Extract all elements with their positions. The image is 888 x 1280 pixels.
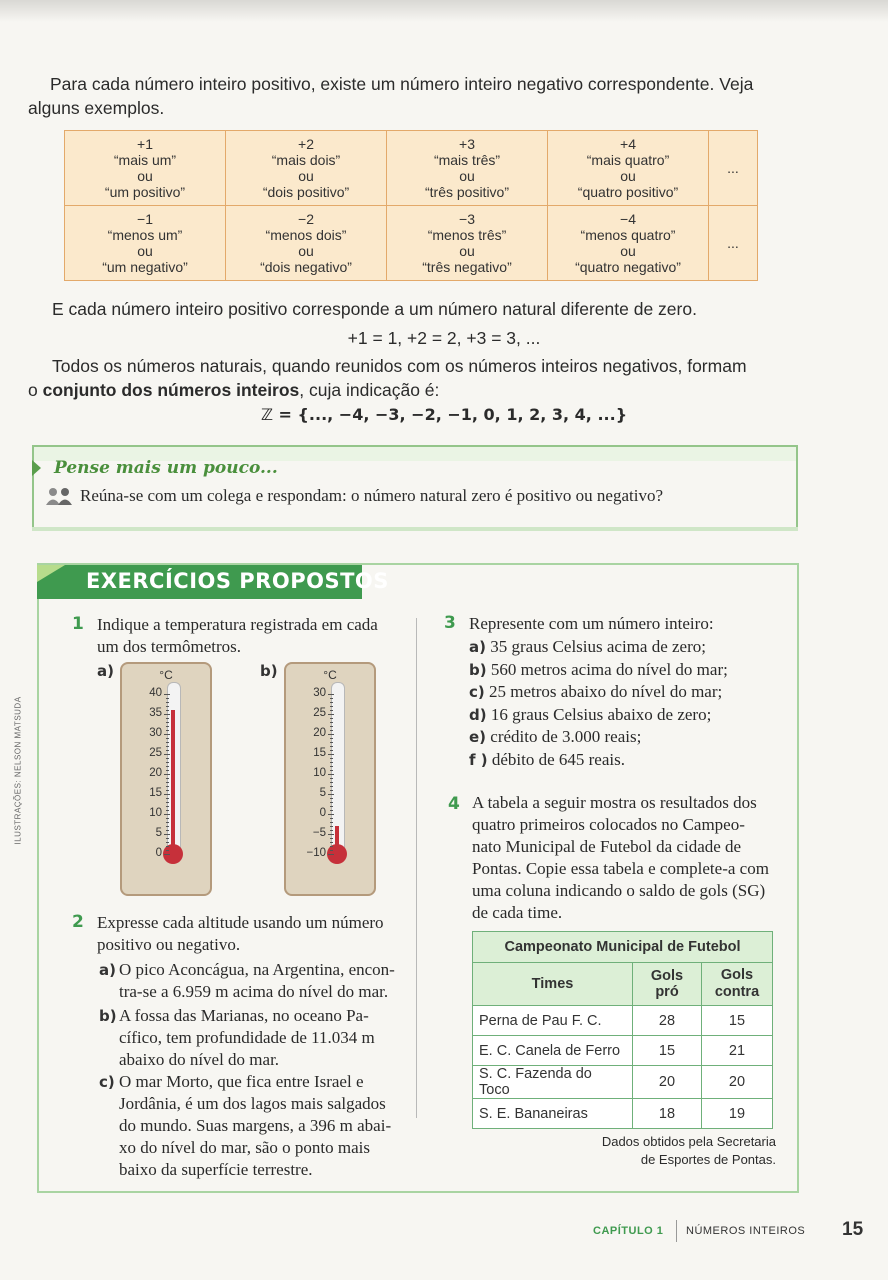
integer-table <box>64 130 758 281</box>
footer-chapter: CAPÍTULO 1 <box>593 1225 664 1237</box>
scale-major-tick <box>328 714 334 715</box>
table-row: S. C. Fazenda do Toco 20 20 <box>473 1066 773 1099</box>
scale-minor-tick <box>166 766 169 767</box>
scale-minor-tick <box>166 710 169 711</box>
scale-minor-tick <box>166 806 169 807</box>
scale-minor-tick <box>330 838 333 839</box>
cell-plus-4: +4 “mais quatro” ou “quatro positivo” <box>548 131 709 206</box>
scale-minor-tick <box>330 818 333 819</box>
scale-minor-tick <box>330 722 333 723</box>
header-gols-pro: Gols pró <box>633 963 702 1006</box>
scale-minor-tick <box>330 750 333 751</box>
scale-major-tick <box>328 814 334 815</box>
paragraph-3-line-2: o conjunto dos números inteiros, cuja indicação é: <box>28 380 440 400</box>
scale-minor-tick <box>166 698 169 699</box>
scale-major-tick <box>164 794 170 795</box>
cell-minus-3: −3 “menos três” ou “três negativo” <box>387 206 548 281</box>
scale-minor-tick <box>166 762 169 763</box>
scale-label: 0 <box>319 807 326 819</box>
scale-minor-tick <box>166 750 169 751</box>
q1-b-label: b) <box>260 662 278 680</box>
scale-major-tick <box>328 834 334 835</box>
footer-separator <box>676 1220 677 1242</box>
scale-minor-tick <box>166 826 169 827</box>
scale-minor-tick <box>166 786 169 787</box>
cell-plus-1: +1 “mais um” ou “um positivo” <box>65 131 226 206</box>
thermometer-b <box>284 662 376 896</box>
scale-minor-tick <box>166 838 169 839</box>
scale-minor-tick <box>166 738 169 739</box>
scale-minor-tick <box>166 706 169 707</box>
scale-minor-tick <box>330 810 333 811</box>
scale-minor-tick <box>330 798 333 799</box>
scale-major-tick <box>164 814 170 815</box>
cell-plus-3: +3 “mais três” ou “três positivo” <box>387 131 548 206</box>
scale-label: 30 <box>149 727 162 739</box>
scale-minor-tick <box>330 702 333 703</box>
scale-minor-tick <box>166 758 169 759</box>
scale-major-tick <box>164 734 170 735</box>
scale-minor-tick <box>330 730 333 731</box>
scale-label: 25 <box>313 707 326 719</box>
scale-minor-tick <box>330 850 333 851</box>
q3-item-a: a) 35 graus Celsius acima de zero; <box>469 637 706 656</box>
scale-major-tick <box>164 754 170 755</box>
header-times: Times <box>473 963 633 1006</box>
scale-label: 0 <box>155 847 162 859</box>
cell-minus-4: −4 “menos quatro” ou “quatro negativo” <box>548 206 709 281</box>
scale-minor-tick <box>330 790 333 791</box>
scale-minor-tick <box>330 786 333 787</box>
positive-row <box>65 131 758 206</box>
q2-b-label: b) <box>99 1007 117 1025</box>
q3-item-c: c) 25 metros abaixo do nível do mar; <box>469 682 723 702</box>
q2-text-2: positivo ou negativo. <box>97 935 241 954</box>
scale-minor-tick <box>166 830 169 831</box>
scale-major-tick <box>328 774 334 775</box>
scale-label: 40 <box>149 687 162 699</box>
q3-item-e: e) crédito de 3.000 reais; <box>469 727 642 747</box>
scale-minor-tick <box>166 722 169 723</box>
table-row: Perna de Pau F. C. 28 15 <box>473 1006 773 1036</box>
scale-minor-tick <box>166 726 169 727</box>
scale-minor-tick <box>166 822 169 823</box>
scale-minor-tick <box>330 822 333 823</box>
scale-minor-tick <box>166 782 169 783</box>
cell-minus-1: −1 “menos um” ou “um negativo” <box>65 206 226 281</box>
scale-minor-tick <box>330 778 333 779</box>
scale-label: 20 <box>313 727 326 739</box>
scale-minor-tick <box>166 746 169 747</box>
paragraph-2: E cada número inteiro positivo corresponde a um número natural diferente de zero. <box>52 299 697 319</box>
exercises-title: EXERCÍCIOS PROPOSTOS <box>86 569 389 593</box>
scale-minor-tick <box>330 746 333 747</box>
q2-text-1: Expresse cada altitude usando um número <box>97 913 384 932</box>
scale-minor-tick <box>330 826 333 827</box>
football-table <box>472 931 773 1129</box>
scale-label: 10 <box>149 807 162 819</box>
pense-title: Pense mais um pouco... <box>54 458 278 478</box>
scale-minor-tick <box>330 698 333 699</box>
scale-minor-tick <box>166 730 169 731</box>
q1-text-2: um dos termômetros. <box>97 637 242 656</box>
scale-minor-tick <box>166 818 169 819</box>
scale-major-tick <box>328 734 334 735</box>
scale-minor-tick <box>330 782 333 783</box>
cell-ellipsis-negative: ... <box>709 206 758 281</box>
cell-ellipsis-positive: ... <box>709 131 758 206</box>
scale-label: 25 <box>149 747 162 759</box>
scale-label: 10 <box>313 767 326 779</box>
scale-major-tick <box>328 754 334 755</box>
q1-a-label: a) <box>97 662 114 680</box>
scale-minor-tick <box>330 846 333 847</box>
scale-major-tick <box>328 854 334 855</box>
thermometer-a <box>120 662 212 896</box>
footer-title: NÚMEROS INTEIROS <box>686 1225 806 1237</box>
scale-minor-tick <box>330 802 333 803</box>
column-divider <box>416 618 417 1118</box>
scale-minor-tick <box>166 702 169 703</box>
scale-major-tick <box>164 694 170 695</box>
scale-minor-tick <box>330 758 333 759</box>
scale-label: 5 <box>319 787 326 799</box>
page-shadow <box>0 0 888 22</box>
scale-minor-tick <box>166 850 169 851</box>
scale-minor-tick <box>166 842 169 843</box>
table-title: Campeonato Municipal de Futebol <box>473 932 773 963</box>
q2-b-text: A fossa das Marianas, no oceano Pa- cífico, tem profundidade de 11.034 m abaixo do nível do mar. <box>119 1006 375 1069</box>
illustration-credit: ILUSTRAÇÕES: NELSON MATSUDA <box>13 696 23 845</box>
scale-minor-tick <box>166 790 169 791</box>
q3-items <box>469 636 728 772</box>
q1-text-1: Indique a temperatura registrada em cada <box>97 615 378 634</box>
scale-minor-tick <box>330 706 333 707</box>
table-row: S. E. Bananeiras 18 19 <box>473 1099 773 1129</box>
integer-set-formula: ℤ = {..., −4, −3, −2, −1, 0, 1, 2, 3, 4, ...} <box>260 405 628 424</box>
scale-label: 15 <box>149 787 162 799</box>
banner-corner <box>37 565 65 582</box>
scale-minor-tick <box>330 738 333 739</box>
scale-minor-tick <box>330 742 333 743</box>
header-gols-contra: Gols contra <box>702 963 773 1006</box>
scale-major-tick <box>164 834 170 835</box>
q4-number: 4 <box>448 794 460 814</box>
scale-minor-tick <box>166 802 169 803</box>
q2-a-text: O pico Aconcágua, na Argentina, encon- tra-se a 6.959 m acima do nível do mar. <box>119 960 395 1001</box>
q2-a-label: a) <box>99 961 116 979</box>
q2-number: 2 <box>72 912 84 932</box>
q3-item-b: b) 560 metros acima do nível do mar; <box>469 659 728 679</box>
pense-bottom-bar <box>32 527 798 531</box>
people-icon <box>45 486 75 506</box>
scale-label: 35 <box>149 707 162 719</box>
q3-item-f: f ) débito de 645 reais. <box>469 749 625 769</box>
scale-minor-tick <box>166 798 169 799</box>
scale-major-tick <box>164 714 170 715</box>
scale-label: −5 <box>312 827 326 839</box>
scale-label: 15 <box>313 747 326 759</box>
scale-minor-tick <box>330 718 333 719</box>
unit-label: °C <box>323 668 337 682</box>
page-number: 15 <box>842 1219 864 1240</box>
scale-minor-tick <box>166 846 169 847</box>
scale-major-tick <box>164 854 170 855</box>
table-source: Dados obtidos pela Secretaria de Esportes de Pontas. <box>601 1134 776 1167</box>
scale-minor-tick <box>330 762 333 763</box>
scale-minor-tick <box>330 842 333 843</box>
equation-1: +1 = 1, +2 = 2, +3 = 3, ... <box>347 328 541 348</box>
scale-major-tick <box>328 694 334 695</box>
scale-minor-tick <box>330 806 333 807</box>
unit-label: °C <box>159 668 173 682</box>
q3-number: 3 <box>444 613 456 633</box>
term-conjunto: conjunto dos números inteiros <box>42 380 300 400</box>
intro-line-1: Para cada número inteiro positivo, existe um número inteiro negativo correspondente. Veja <box>50 74 754 94</box>
table-row: E. C. Canela de Ferro 15 21 <box>473 1036 773 1066</box>
scale-minor-tick <box>330 726 333 727</box>
scale-major-tick <box>328 794 334 795</box>
scale-minor-tick <box>330 770 333 771</box>
q2-c-text: O mar Morto, que fica entre Israel e Jordânia, é um dos lagos mais salgados do mundo. Suas margens, a 396 m abai- xo do nível do mar, são o ponto mais baixo da superfície terrestre. <box>119 1072 392 1179</box>
q2-c-label: c) <box>99 1073 115 1091</box>
scale-minor-tick <box>330 710 333 711</box>
scale-minor-tick <box>166 770 169 771</box>
cell-minus-2: −2 “menos dois” ou “dois negativo” <box>226 206 387 281</box>
q4-text: A tabela a seguir mostra os resultados dos quatro primeiros colocados no Campeo- nato Municipal de Futebol da cidade de Pontas. Copie essa tabela e complete-a com uma coluna indicando o saldo de gols (SG) de cada time. <box>472 793 769 922</box>
q3-text: Represente com um número inteiro: <box>469 614 714 633</box>
cell-plus-2: +2 “mais dois” ou “dois positivo” <box>226 131 387 206</box>
negative-row <box>65 206 758 281</box>
pense-arrow-icon <box>32 460 41 476</box>
scale-minor-tick <box>330 766 333 767</box>
scale-label: 5 <box>155 827 162 839</box>
scale-minor-tick <box>166 718 169 719</box>
scale-minor-tick <box>166 742 169 743</box>
scale-label: −10 <box>306 847 326 859</box>
scale-minor-tick <box>166 778 169 779</box>
mercury-column <box>171 710 175 854</box>
scale-label: 30 <box>313 687 326 699</box>
q1-number: 1 <box>72 614 84 634</box>
scale-minor-tick <box>330 830 333 831</box>
intro-line-2: alguns exemplos. <box>28 98 165 118</box>
scale-major-tick <box>164 774 170 775</box>
scale-label: 20 <box>149 767 162 779</box>
paragraph-3-line-1: Todos os números naturais, quando reunidos com os números inteiros negativos, formam <box>52 356 747 376</box>
q3-item-d: d) 16 graus Celsius abaixo de zero; <box>469 704 712 724</box>
pense-text: Reúna-se com um colega e respondam: o número natural zero é positivo ou negativo? <box>80 486 664 505</box>
scale-minor-tick <box>166 810 169 811</box>
